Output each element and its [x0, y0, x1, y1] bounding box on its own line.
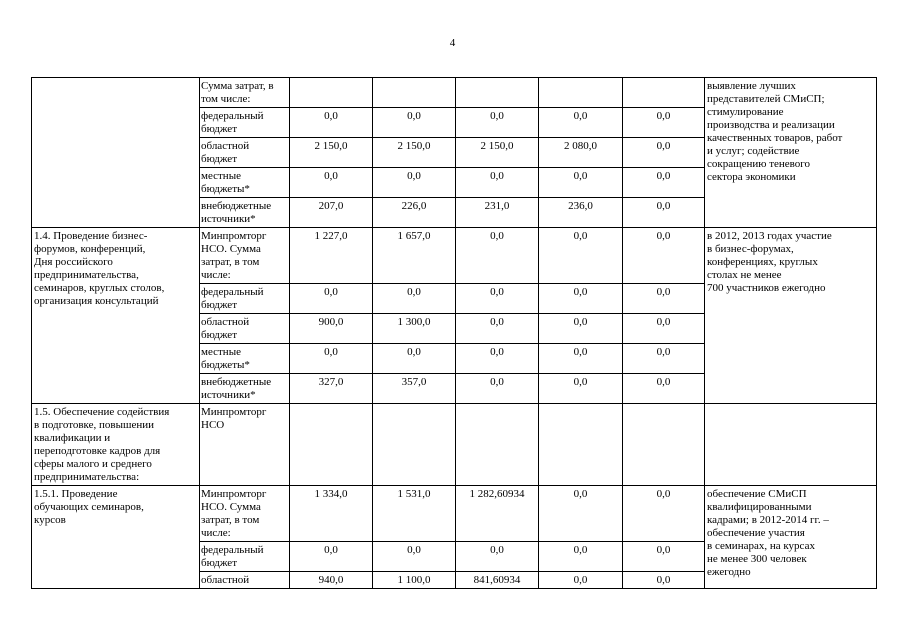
value-cell: 0,0	[373, 108, 456, 138]
value-cell: 327,0	[290, 374, 373, 404]
value-cell: 0,0	[623, 168, 705, 198]
value-cell: 0,0	[290, 542, 373, 572]
value-cell	[290, 404, 373, 486]
activity-description	[32, 78, 200, 228]
value-cell: 0,0	[623, 198, 705, 228]
value-cell: 0,0	[290, 344, 373, 374]
budget-table	[31, 77, 877, 589]
value-cell: 0,0	[456, 284, 539, 314]
value-cell: 0,0	[456, 542, 539, 572]
value-cell: 0,0	[623, 314, 705, 344]
value-cell: 0,0	[623, 284, 705, 314]
value-cell	[623, 404, 705, 486]
value-cell: 0,0	[623, 572, 705, 589]
value-cell: 1 334,0	[290, 486, 373, 542]
activity-description: 1.5. Обеспечение содействия в подготовке, повышении квалификации и переподготовке кадров для сферы малого и среднего предпринимательства:	[32, 404, 200, 486]
funding-source: областной бюджет	[200, 138, 290, 168]
value-cell: 2 150,0	[373, 138, 456, 168]
table-row	[32, 78, 877, 108]
funding-source: Сумма затрат, в том числе:	[200, 78, 290, 108]
value-cell: 940,0	[290, 572, 373, 589]
table-row	[32, 404, 877, 486]
value-cell: 0,0	[623, 138, 705, 168]
value-cell	[373, 78, 456, 108]
value-cell: 841,60934	[456, 572, 539, 589]
value-cell	[623, 78, 705, 108]
value-cell: 2 150,0	[456, 138, 539, 168]
value-cell: 0,0	[373, 284, 456, 314]
value-cell: 0,0	[539, 486, 623, 542]
funding-source: Минпромторг НСО. Сумма затрат, в том числе:	[200, 486, 290, 542]
value-cell: 0,0	[290, 284, 373, 314]
value-cell	[539, 78, 623, 108]
value-cell: 0,0	[290, 168, 373, 198]
value-cell: 0,0	[623, 344, 705, 374]
value-cell: 0,0	[539, 108, 623, 138]
value-cell: 0,0	[373, 542, 456, 572]
value-cell: 0,0	[456, 374, 539, 404]
activity-description: 1.5.1. Проведение обучающих семинаров, курсов	[32, 486, 200, 589]
value-cell: 1 100,0	[373, 572, 456, 589]
value-cell: 0,0	[456, 228, 539, 284]
value-cell: 0,0	[539, 542, 623, 572]
value-cell: 0,0	[539, 168, 623, 198]
activity-description: 1.4. Проведение бизнес- форумов, конференций, Дня российского предпринимательства, семинаров, круглых столов, организация консультаций	[32, 228, 200, 404]
value-cell: 226,0	[373, 198, 456, 228]
value-cell: 0,0	[623, 108, 705, 138]
value-cell: 0,0	[456, 168, 539, 198]
value-cell: 0,0	[373, 168, 456, 198]
value-cell: 0,0	[456, 314, 539, 344]
value-cell: 0,0	[373, 344, 456, 374]
expected-result: обеспечение СМиСП квалифицированными кадрами; в 2012-2014 гг. – обеспечение участия в семинарах, на курсах не менее 300 человек ежегодно	[705, 486, 877, 589]
expected-result: выявление лучших представителей СМиСП; стимулирование производства и реализации качественных товаров, работ и услуг; содействие сокращению теневого сектора экономики	[705, 78, 877, 228]
value-cell: 0,0	[623, 542, 705, 572]
funding-source: Минпромторг НСО	[200, 404, 290, 486]
table-row	[32, 228, 877, 284]
value-cell: 0,0	[623, 374, 705, 404]
value-cell: 0,0	[623, 228, 705, 284]
value-cell	[456, 78, 539, 108]
funding-source: местные бюджеты*	[200, 168, 290, 198]
expected-result	[705, 404, 877, 486]
value-cell: 2 150,0	[290, 138, 373, 168]
value-cell: 1 657,0	[373, 228, 456, 284]
value-cell: 1 227,0	[290, 228, 373, 284]
value-cell: 0,0	[456, 344, 539, 374]
value-cell: 0,0	[539, 314, 623, 344]
value-cell: 0,0	[456, 108, 539, 138]
value-cell: 0,0	[539, 228, 623, 284]
value-cell: 0,0	[623, 486, 705, 542]
value-cell: 2 080,0	[539, 138, 623, 168]
funding-source: внебюджетные источники*	[200, 198, 290, 228]
table-row	[32, 486, 877, 542]
value-cell: 0,0	[539, 344, 623, 374]
funding-source: Минпромторг НСО. Сумма затрат, в том числе:	[200, 228, 290, 284]
expected-result: в 2012, 2013 годах участие в бизнес-форумах, конференциях, круглых столах не менее 700 участников ежегодно	[705, 228, 877, 404]
value-cell	[290, 78, 373, 108]
funding-source: местные бюджеты*	[200, 344, 290, 374]
value-cell: 1 531,0	[373, 486, 456, 542]
value-cell: 0,0	[539, 374, 623, 404]
value-cell: 236,0	[539, 198, 623, 228]
funding-source: федеральный бюджет	[200, 284, 290, 314]
value-cell: 207,0	[290, 198, 373, 228]
value-cell: 1 300,0	[373, 314, 456, 344]
value-cell: 231,0	[456, 198, 539, 228]
page-number: 4	[449, 37, 456, 49]
value-cell: 0,0	[290, 108, 373, 138]
funding-source: федеральный бюджет	[200, 108, 290, 138]
funding-source: областной бюджет	[200, 314, 290, 344]
value-cell: 357,0	[373, 374, 456, 404]
value-cell: 900,0	[290, 314, 373, 344]
value-cell: 0,0	[539, 572, 623, 589]
value-cell	[539, 404, 623, 486]
value-cell	[373, 404, 456, 486]
funding-source: внебюджетные источники*	[200, 374, 290, 404]
funding-source: федеральный бюджет	[200, 542, 290, 572]
value-cell	[456, 404, 539, 486]
value-cell: 0,0	[539, 284, 623, 314]
funding-source: областной	[200, 572, 290, 589]
value-cell: 1 282,60934	[456, 486, 539, 542]
